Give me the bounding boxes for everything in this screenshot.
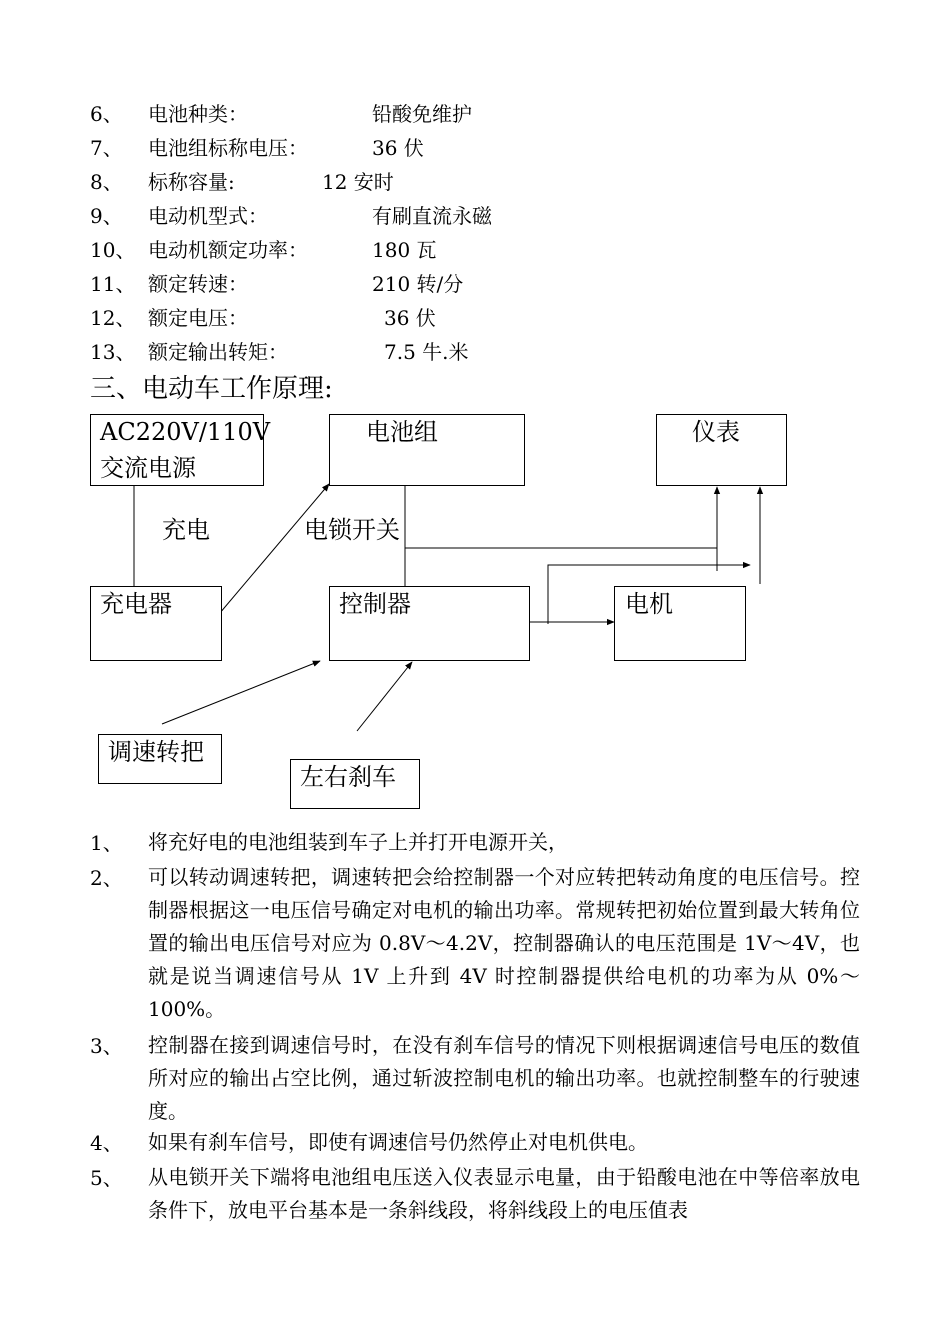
meter-label: 仪表 — [692, 418, 740, 446]
throttle-label: 调速转把 — [108, 738, 204, 766]
spec-label: 电动机额定功率： — [148, 238, 308, 262]
brakes-label: 左右刹车 — [300, 763, 396, 791]
spec-label: 额定转速： — [148, 272, 248, 296]
spec-label: 标称容量: — [148, 170, 235, 194]
charge-label: 充电 — [162, 516, 210, 544]
spec-value: 7.5 牛.米 — [384, 340, 469, 364]
spec-label: 额定输出转矩： — [148, 340, 288, 364]
spec-number: 6、 — [90, 102, 123, 126]
spec-label: 电池组标称电压： — [148, 136, 308, 160]
spec-label: 额定电压： — [148, 306, 248, 330]
spec-value: 36 伏 — [372, 136, 424, 160]
item-text: 从电锁开关下端将电池组电压送入仪表显示电量，由于铅酸电池在中等倍率放电条件下，放电平台基本是一条斜线段，将斜线段上的电压值表 — [148, 1165, 860, 1222]
item-text: 可以转动调速转把，调速转把会给控制器一个对应转把转动角度的电压信号。控制器根据这一电压信号确定对电机的输出功率。常规转把初始位置到最大转角位置的输出电压信号对应为 0.8V～4.2V，控制器确认的电压范围是 1V～4V，也就是说当调速信号从 1V 上升到 4V 时控制器提供给电机的功率为从 0%～100%。 — [148, 865, 860, 1021]
spec-value: 铅酸免维护 — [372, 102, 472, 126]
item-number: 2、 — [90, 866, 123, 890]
key-switch-label: 电锁开关 — [304, 516, 400, 544]
item-text: 如果有刹车信号，即使有调速信号仍然停止对电机供电。 — [148, 1130, 648, 1154]
item-number: 5、 — [90, 1166, 123, 1190]
spec-number: 11、 — [90, 272, 136, 296]
spec-value: 有刷直流永磁 — [372, 204, 492, 228]
connector-brakes-to-controller — [357, 662, 412, 731]
connector-charger-to-battery — [214, 484, 329, 620]
item-number: 4、 — [90, 1131, 123, 1155]
item-number: 1、 — [90, 831, 123, 855]
section-heading: 三、电动车工作原理: — [90, 374, 333, 404]
spec-number: 12、 — [90, 306, 136, 330]
ac-source-label-line1: AC220V/110V — [100, 418, 271, 446]
item-text: 控制器在接到调速信号时，在没有刹车信号的情况下则根据调速信号电压的数值所对应的输出占空比例，通过斩波控制电机的输出功率。也就控制整车的行驶速度。 — [148, 1033, 860, 1123]
connector-throttle-to-controller — [162, 661, 320, 724]
motor-label: 电机 — [625, 590, 673, 618]
item-text: 将充好电的电池组装到车子上并打开电源开关， — [148, 830, 568, 854]
spec-number: 13、 — [90, 340, 136, 364]
spec-number: 7、 — [90, 136, 123, 160]
spec-number: 8、 — [90, 170, 123, 194]
spec-number: 9、 — [90, 204, 123, 228]
spec-label: 电动机型式： — [148, 204, 268, 228]
spec-value: 180 瓦 — [372, 238, 437, 262]
spec-label: 电池种类： — [148, 102, 248, 126]
spec-value: 210 转/分 — [372, 272, 464, 296]
controller-label: 控制器 — [339, 590, 411, 618]
battery-pack-label: 电池组 — [366, 418, 438, 446]
spec-value: 36 伏 — [384, 306, 436, 330]
spec-value: 12 安时 — [322, 170, 394, 194]
charger-label: 充电器 — [100, 590, 172, 618]
spec-number: 10、 — [90, 238, 136, 262]
ac-source-label-line2: 交流电源 — [100, 454, 196, 482]
item-number: 3、 — [90, 1034, 123, 1058]
